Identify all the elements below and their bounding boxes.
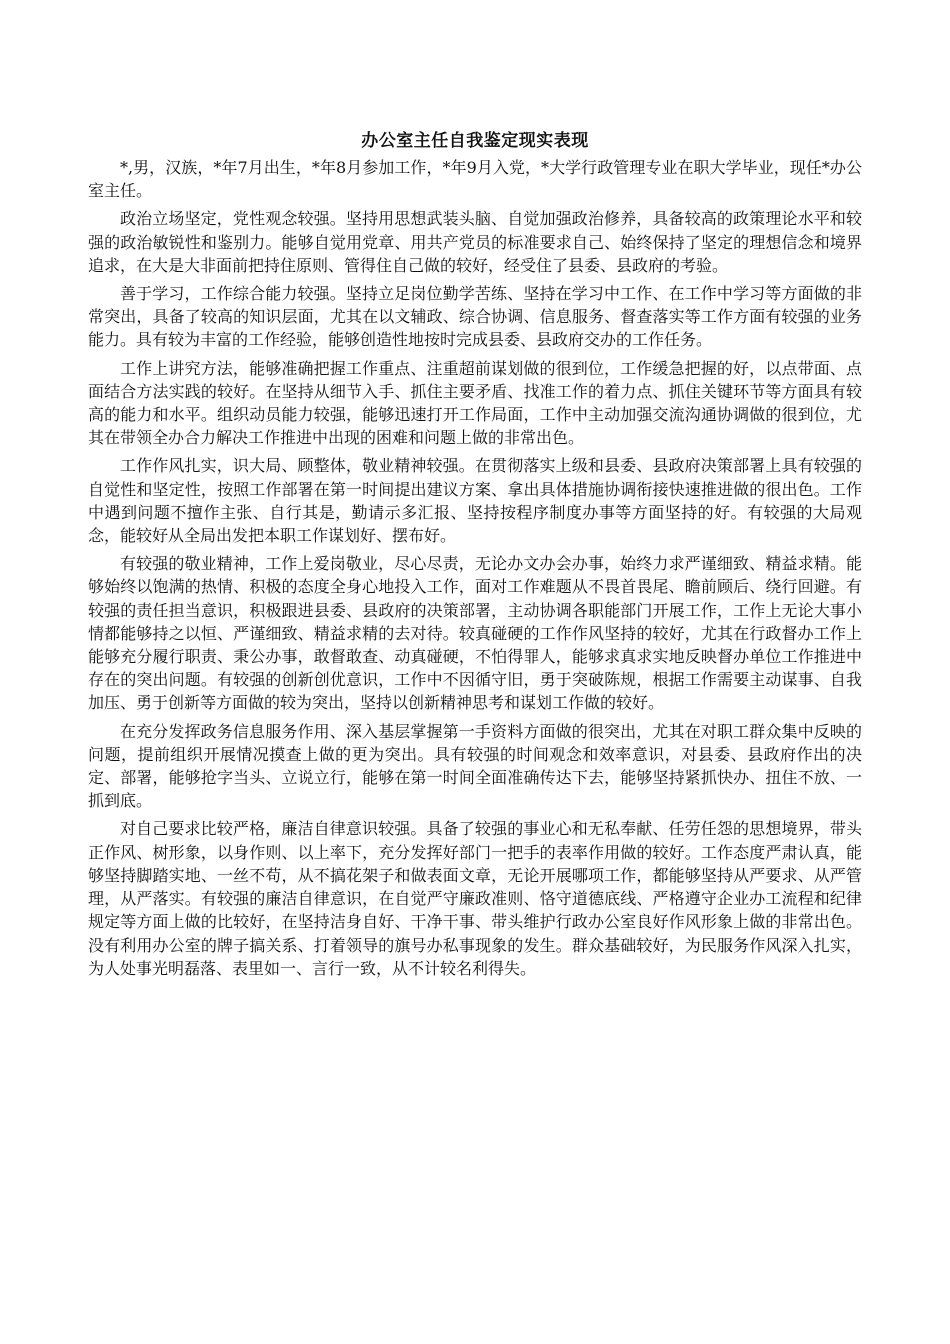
paragraph-learning-ability: 善于学习，工作综合能力较强。坚持立足岗位勤学苦练、坚持在学习中工作、在工作中学习等方面做的非常突出，具备了较高的知识层面，尤其在以文辅政、综合协调、信息服务、督查落实等工作方面有较强的业务能力。具有较为丰富的工作经验，能够创造性地按时完成县委、县政府交办的工作任务。 bbox=[88, 284, 862, 350]
paragraph-political-stance: 政治立场坚定，党性观念较强。坚持用思想武装头脑、自觉加强政治修养，具备较高的政策理论水平和较强的政治敏锐性和鉴别力。能够自觉用党章、用共产党员的标准要求自己、始终保持了坚定的理想信念和境界追求，在大是大非面前把持住原则、管得住自己做的较好，经受住了县委、县政府的考验。 bbox=[88, 209, 862, 275]
paragraph-dedication: 有较强的敬业精神，工作上爱岗敬业，尽心尽责，无论办文办会办事，始终力求严谨细致、精益求精。能够始终以饱满的热情、积极的态度全身心地投入工作，面对工作难题从不畏首畏尾、瞻前顾后、绕行回避。有较强的责任担当意识，积极跟进县委、县政府的决策部署，主动协调各职能部门开展工作，工作上无论大事小情都能够持之以恒、严谨细致、精益求精的去对待。较真碰硬的工作作风坚持的较好，尤其在行政督办工作上能够充分履行职责、秉公办事，敢督敢查、动真碰硬，不怕得罪人，能够求真求实地反映督办单位工作推进中存在的突出问题。有较强的创新创优意识，工作中不因循守旧，勇于突破陈规，根据工作需要主动谋事、自我加压、勇于创新等方面做的较为突出，坚持以创新精神思考和谋划工作做的较好。 bbox=[88, 554, 862, 713]
paragraph-work-methods: 工作上讲究方法，能够准确把握工作重点、注重超前谋划做的很到位，工作缓急把握的好，以点带面、点面结合方法实践的较好。在坚持从细节入手、抓住主要矛盾、找准工作的着力点、抓住关键环节等方面具有较高的能力和水平。组织动员能力较强，能够迅速打开工作局面，工作中主动加强交流沟通协调做的很到位，尤其在带领全办合力解决工作推进中出现的困难和问题上做的非常出色。 bbox=[88, 358, 862, 448]
paragraph-information-service: 在充分发挥政务信息服务作用、深入基层掌握第一手资料方面做的很突出，尤其在对职工群众集中反映的问题，提前组织开展情况摸查上做的更为突出。具有较强的时间观念和效率意识，对县委、县政府作出的决定、部署，能够抢字当头、立说立行，能够在第一时间全面准确传达下去，能够坚持紧抓快办、扭住不放、一抓到底。 bbox=[88, 721, 862, 811]
paragraph-self-discipline: 对自己要求比较严格，廉洁自律意识较强。具备了较强的事业心和无私奉献、任劳任怨的思想境界，带头正作风、树形象，以身作则、以上率下，充分发挥好部门一把手的表率作用做的较好。工作态度严肃认真，能够坚持脚踏实地、一丝不苟，从不搞花架子和做表面文章，无论开展哪项工作，都能够坚持从严要求、从严管理，从严落实。有较强的廉洁自律意识，在自觉严守廉政准则、恪守道德底线、严格遵守企业办工流程和纪律规定等方面上做的比较好，在坚持洁身自好、干净干事、带头维护行政办公室良好作风形象上做的非常出色。没有利用办公室的牌子搞关系、打着领导的旗号办私事现象的发生。群众基础较好，为民服务作风深入扎实，为人处事光明磊落、表里如一、言行一致，从不计较名利得失。 bbox=[88, 819, 862, 978]
paragraph-personal-info: *,男，汉族，*年7月出生，*年8月参加工作，*年9月入党，*大学行政管理专业在职大学毕业，现任*办公室主任。 bbox=[88, 158, 862, 201]
document-page bbox=[88, 126, 862, 985]
document-title: 办公室主任自我鉴定现实表现 bbox=[361, 131, 589, 151]
paragraph-work-style: 工作作风扎实，识大局、顾整体，敬业精神较强。在贯彻落实上级和县委、县政府决策部署上具有较强的自觉性和坚定性，按照工作部署在第一时间提出建议方案、拿出具体措施协调衔接快速推进做的很出色。工作中遇到问题不擅作主张、自行其是，勤请示多汇报、坚持按程序制度办事等方面坚持的好。有较强的大局观念，能较好从全局出发把本职工作谋划好、摆布好。 bbox=[88, 456, 862, 546]
